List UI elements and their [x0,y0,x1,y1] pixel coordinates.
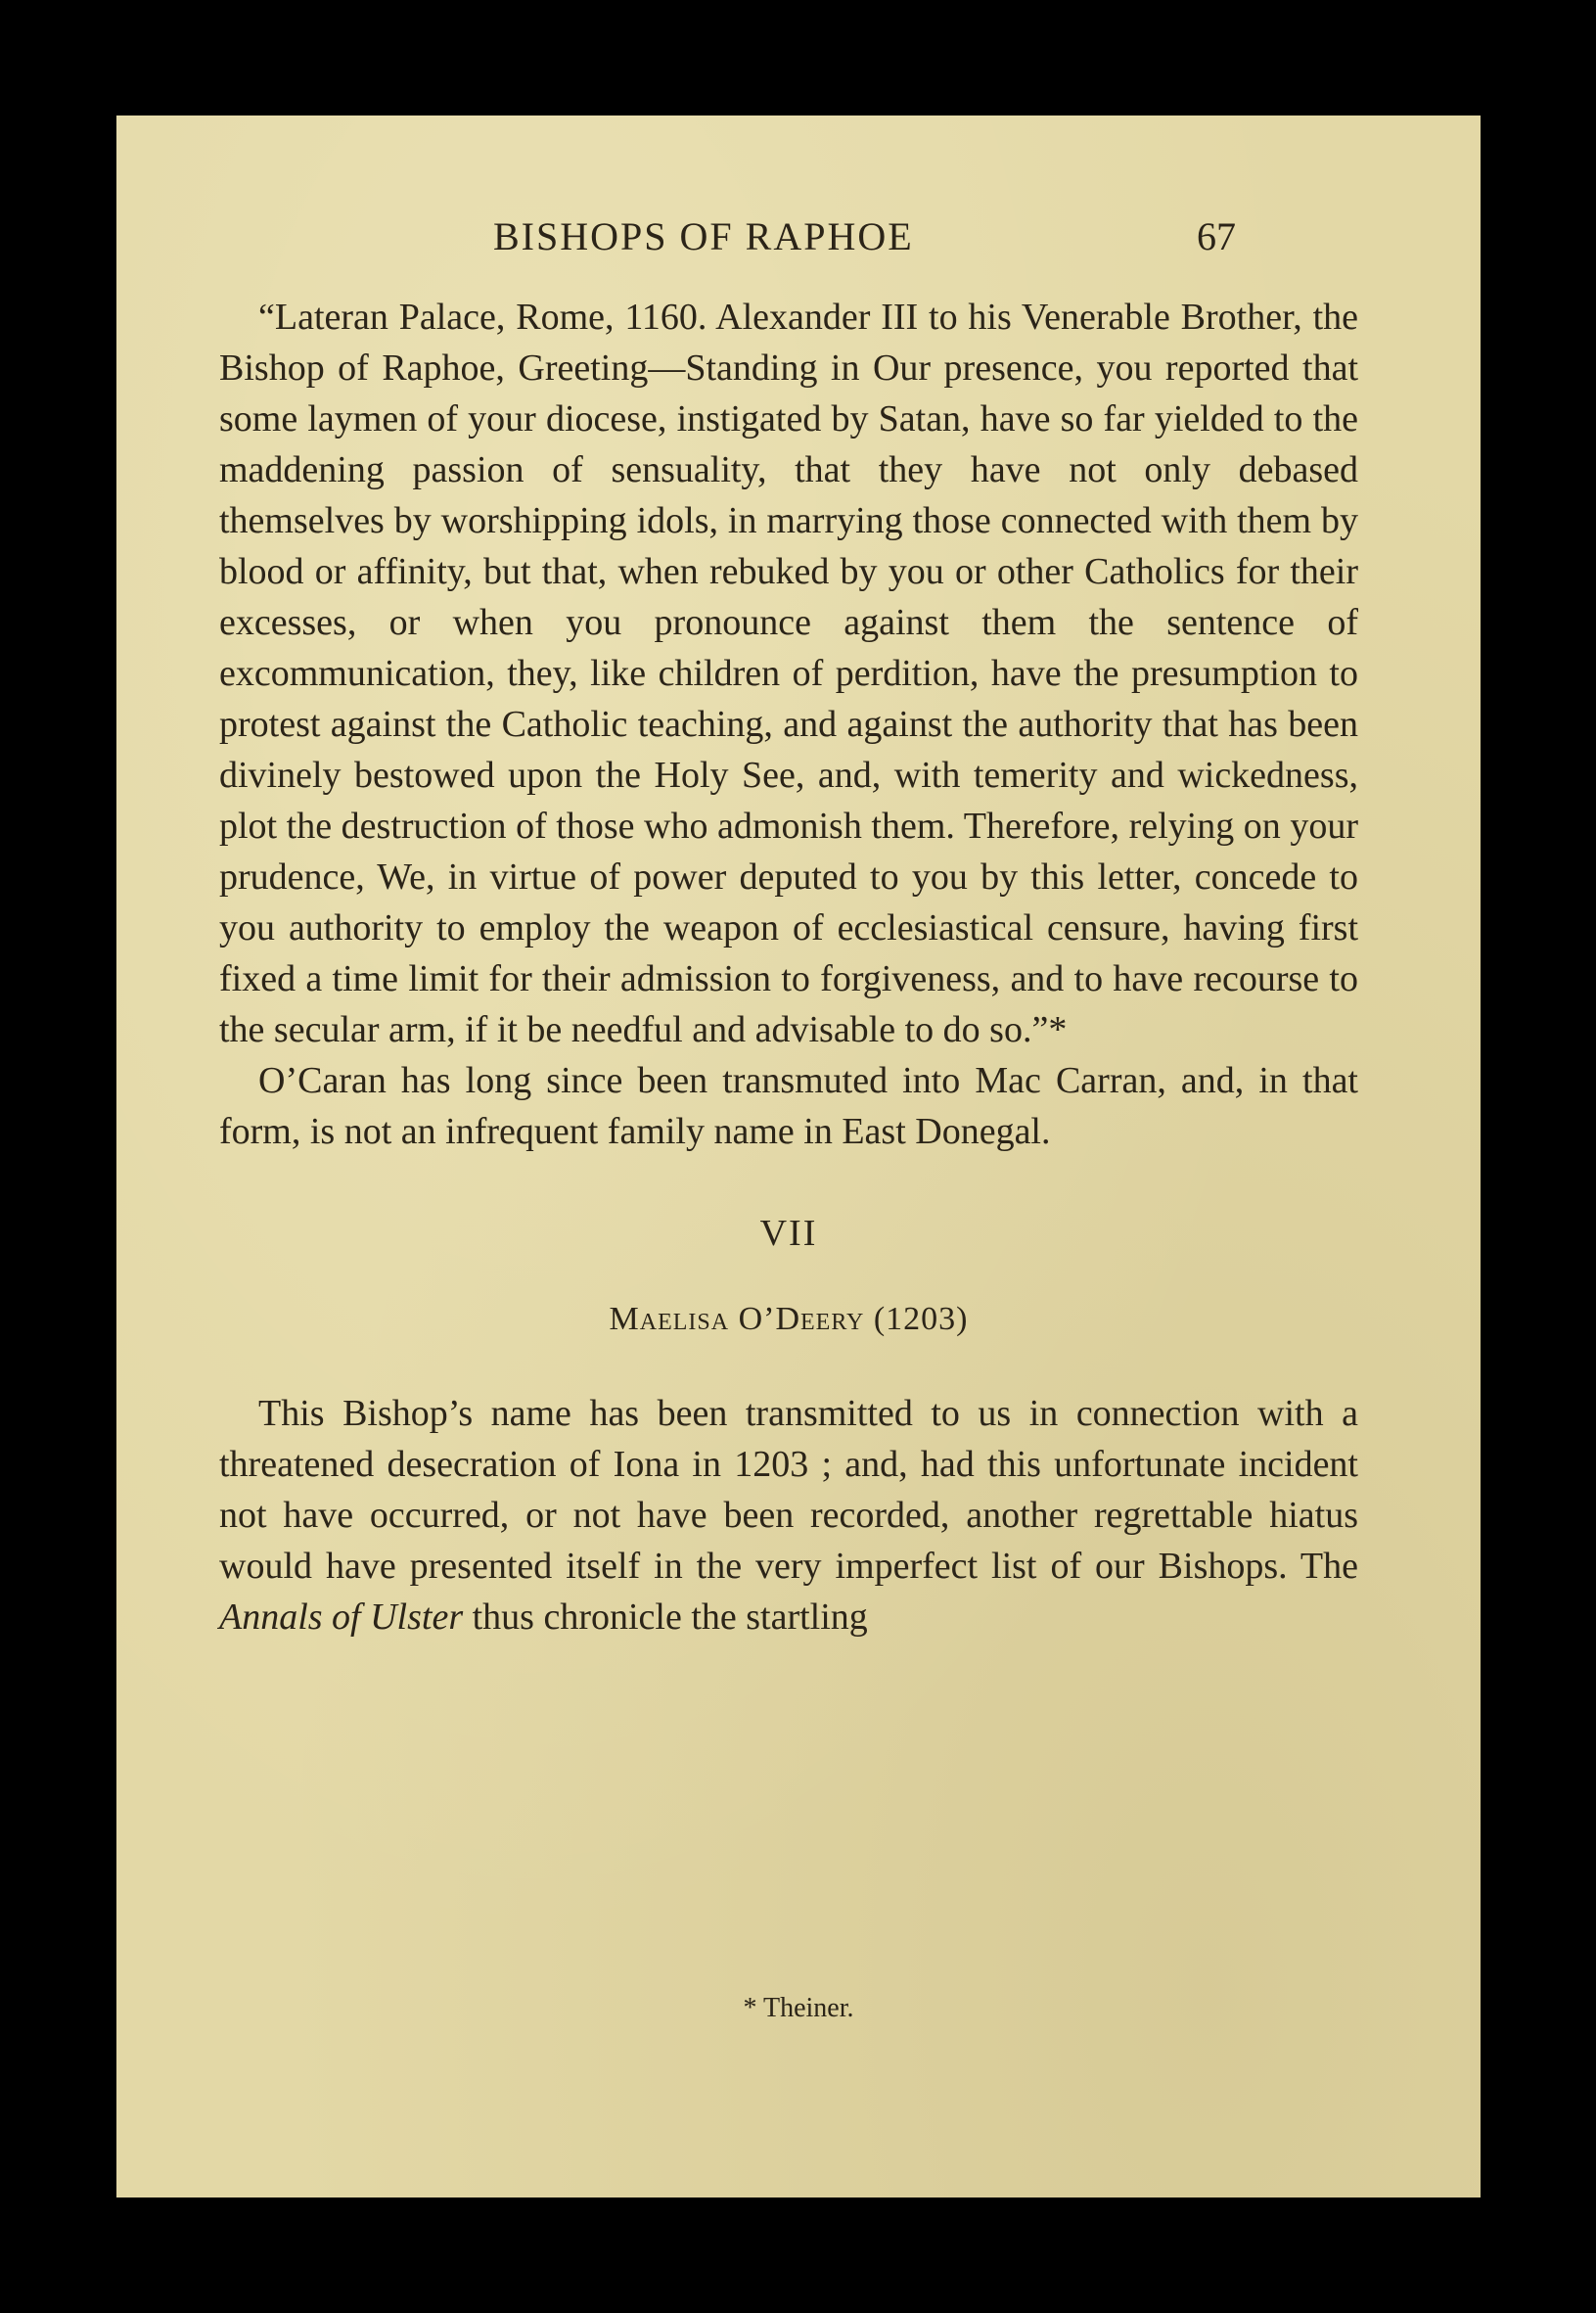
letter-paragraph: “Lateran Palace, Rome, 1160. Alexander III to his Venerable Brother, the Bishop of Raphoe, Greeting—Standing in Our presence, you reported that some laymen of your diocese, instigated by Satan, have so far yielded to the maddening passion of sensuality, that they have not only debased themselves by worshipping idols, in marrying those connected with them by blood or affinity, but that, when rebuked by you or other Catholics for their excesses, or when you pronounce against them the sentence of excommunication, they, like children of perdition, have the presumption to protest against the Catholic teaching, and against the authority that has been divinely bestowed upon the Holy See, and, with temerity and wickedness, plot the destruction of those who admonish them. Therefore, relying on your prudence, We, in virtue of power deputed to you by this letter, concede to you authority to employ the weapon of ecclesiastical censure, having first fixed a time limit for their admission to forgiveness, and to have recourse to the secular arm, if it be needful and advisable to do so.”* [219,297,1358,1050]
ocaran-paragraph: O’Caran has long since been transmuted into Mac Carran, and, in that form, is not an infrequent family name in East Donegal. [219,1060,1358,1152]
body-text [219,292,1358,1642]
book-page [116,116,1481,2197]
bishop-paragraph [219,1388,1358,1642]
page-header [116,213,1481,272]
bishop-paragraph-text: This Bishop’s name has been transmitted to us in connection with a threatened desecration of Iona in 1203 ; and, had this unfortunate incident not have occurred, or not have been recorded, another regrettable hiatus would have presented itself in the very imperfect list of our Bishops. The [219,1393,1358,1587]
footnote: * Theiner. [743,1993,854,2023]
bishop-paragraph-tail: thus chronicle the startling [463,1596,868,1638]
annals-title: Annals of Ulster [219,1596,464,1638]
section-numeral: VII [759,1213,818,1254]
running-title: BISHOPS OF RAPHOE [493,214,914,258]
section-heading: Maelisa O’Deery (1203) [609,1301,969,1337]
page-number: 67 [1197,214,1236,258]
